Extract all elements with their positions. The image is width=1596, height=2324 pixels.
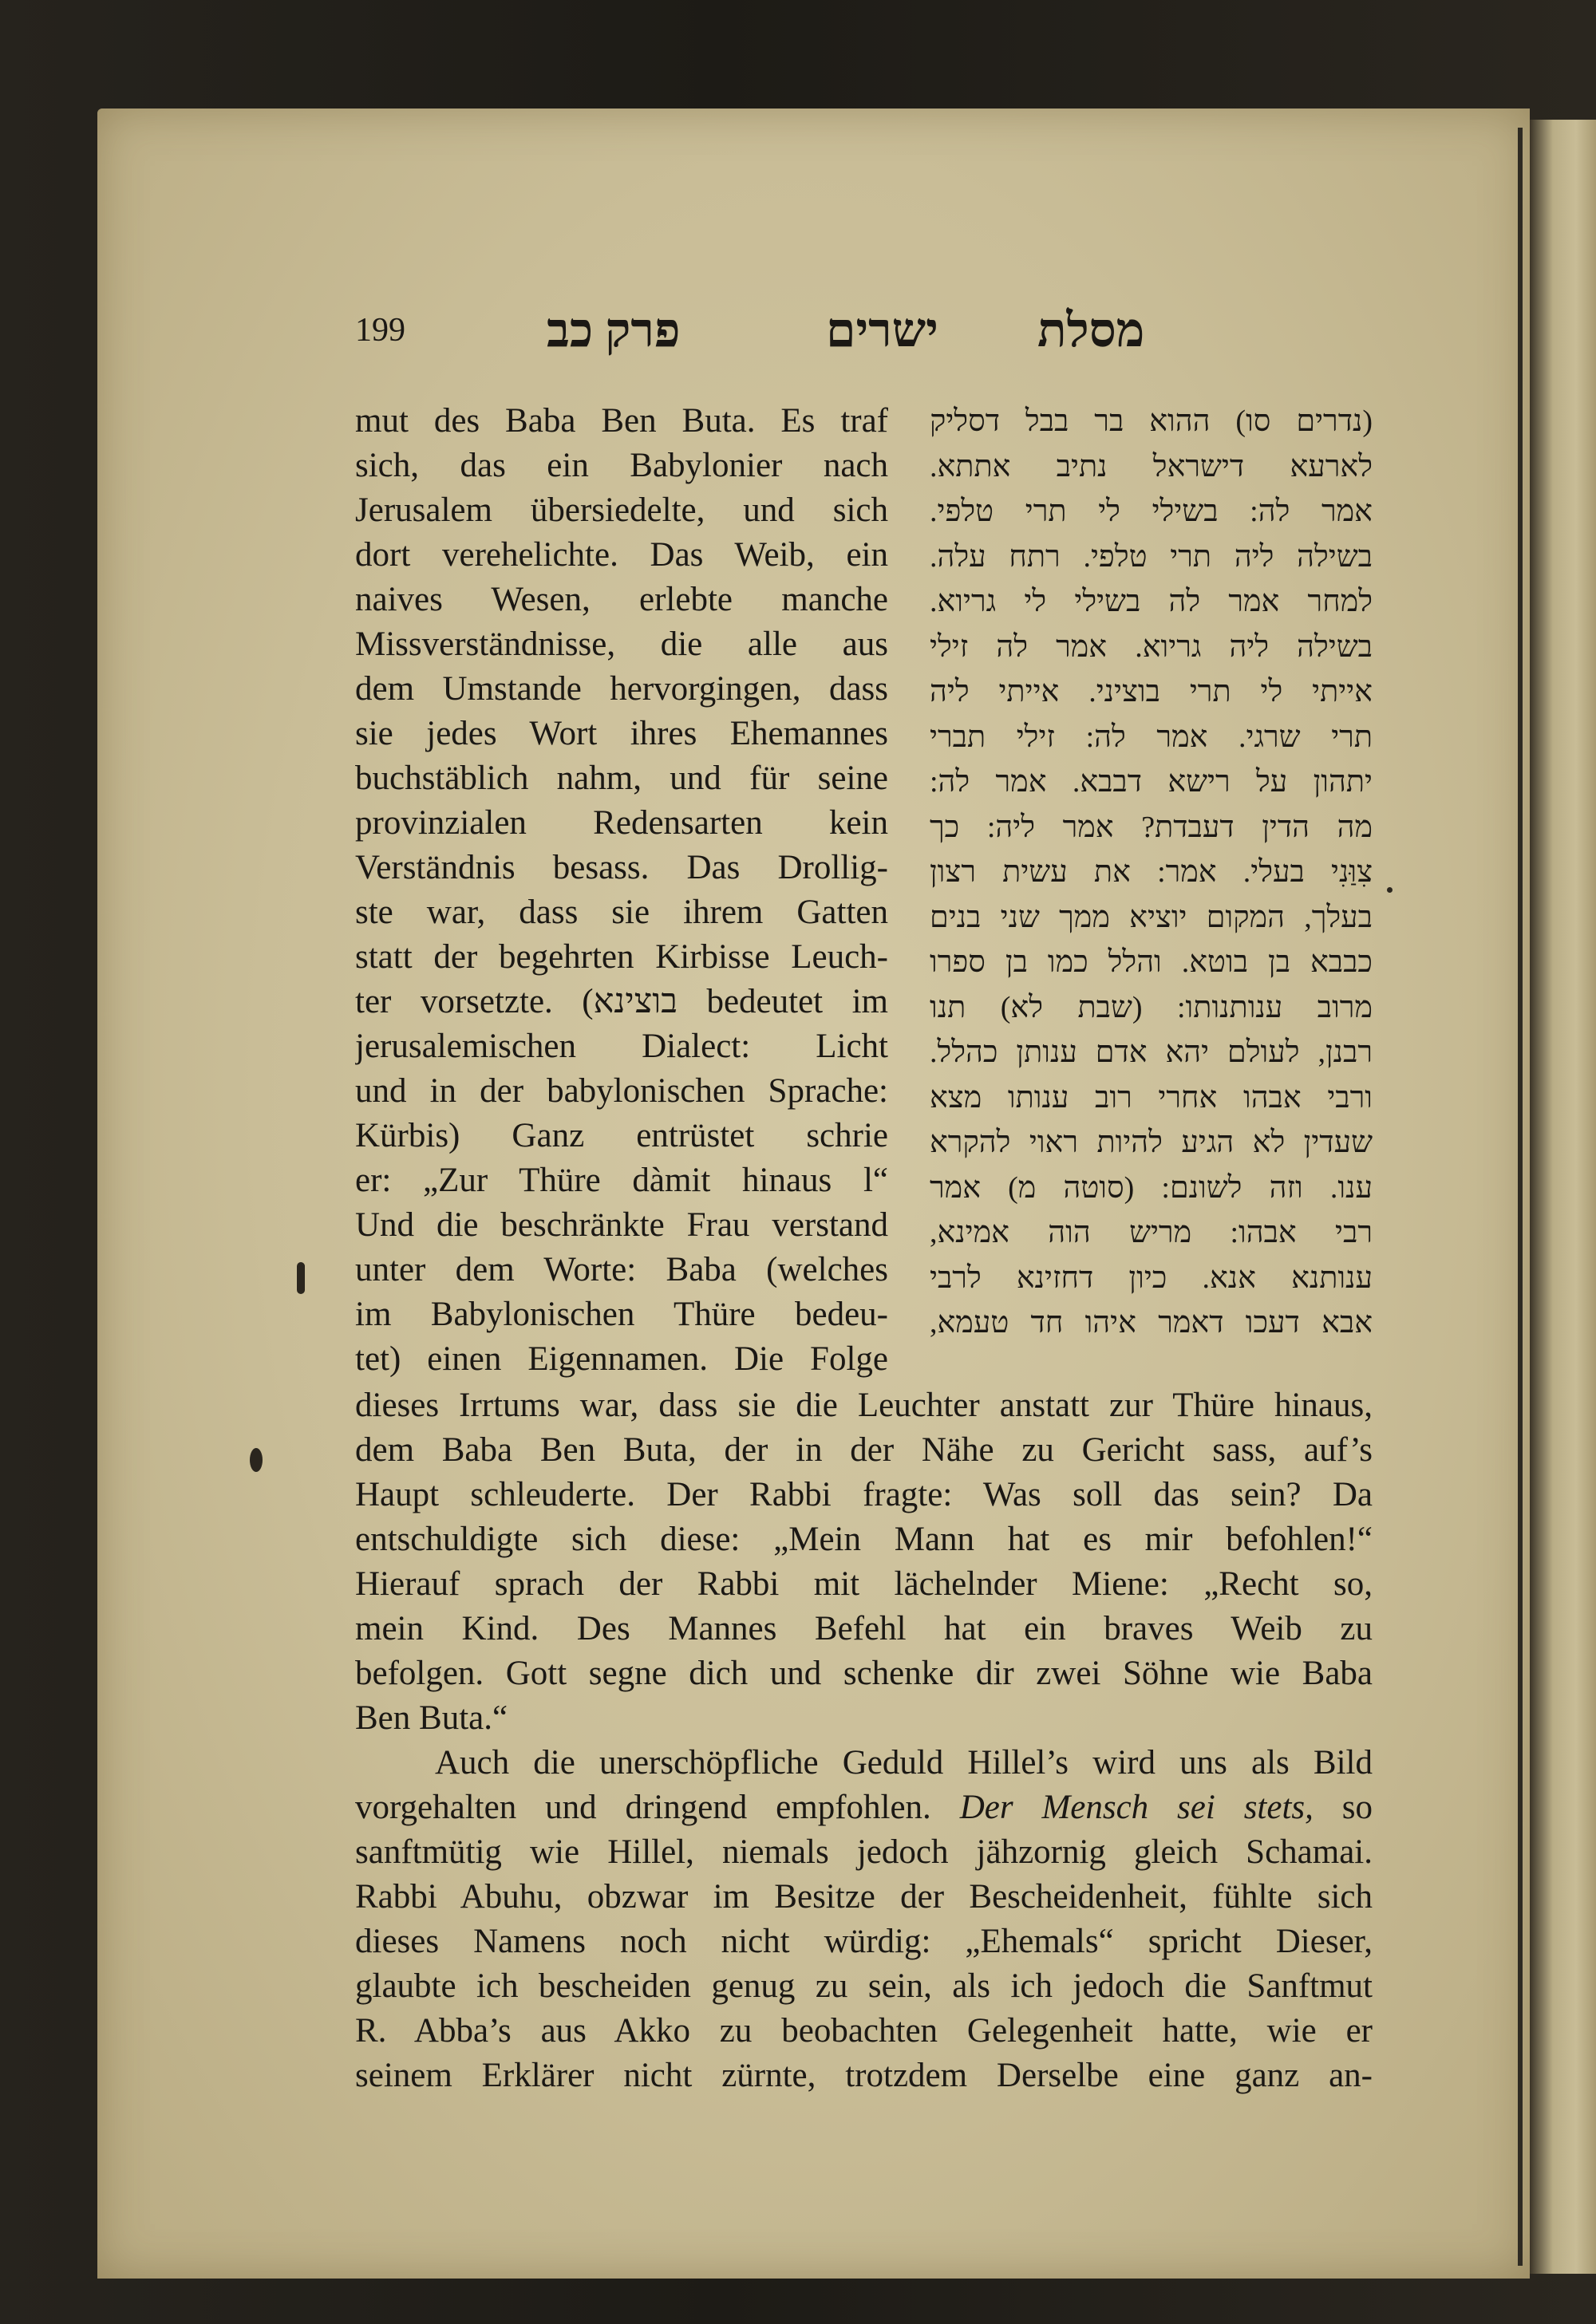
text-line: buchstäblich nahm, und für seine (355, 760, 888, 797)
page-gutter (1518, 128, 1523, 2266)
text-line: dieses Namens noch nicht würdig: „Ehemals“ spricht Dieser, (355, 1923, 1373, 1960)
text-line: ste war, dass sie ihrem Gatten (355, 894, 888, 931)
page-number: 199 (355, 312, 405, 349)
text-line: und in der babylonischen Sprache: (355, 1072, 888, 1110)
paragraph-first-line: Auch die unerschöpfliche Geduld Hillel’s wird uns als Bild (435, 1744, 1373, 1781)
text-line: dem Umstande hervorgingen, dass (355, 670, 888, 708)
text-line: im Babylonischen Thüre bedeu- (355, 1296, 888, 1333)
hebrew-line: יתהון על רישא דבבא. אמר לה: (930, 765, 1373, 799)
hebrew-line: צִוַּנִי בעלי. אמר: את עשית רצון (930, 855, 1373, 889)
hebrew-column (930, 399, 1373, 1346)
text-line: Rabbi Abuhu, obzwar im Besitze der Bescheidenheit, fühlte sich (355, 1878, 1373, 1916)
hebrew-line: בשילה ליה גריוא. אמר לה זילי (930, 629, 1373, 664)
ink-spot (250, 1448, 263, 1472)
text-line: sanftmütig wie Hillel, niemals jedoch jähzornig gleich Schamai. (355, 1833, 1373, 1871)
full-width-text (355, 1383, 1373, 2098)
ink-spot (1387, 887, 1393, 893)
hebrew-line: לארעא דישראל נתיב אתתא. (930, 449, 1373, 483)
text-line: glaubte ich bescheiden genug zu sein, als ich jedoch die Sanftmut (355, 1967, 1373, 2005)
head-word-yesharim: ישרים (826, 304, 938, 357)
text-line: ter vorsetzte. (בוצינא bedeutet im (355, 983, 888, 1020)
head-word-chapter: פרק כב (547, 304, 681, 357)
hebrew-line: ענו. וזה לשונם: (סוטה מ) אמר (930, 1170, 1373, 1205)
hebrew-line: אמר לה: בשילי לי תרי טלפי. (930, 495, 1373, 528)
ink-spot (297, 1262, 305, 1294)
text-line: naives Wesen, erlebte manche (355, 581, 888, 618)
italic-phrase: Der Mensch sei stets, (959, 1789, 1314, 1826)
hebrew-line: למחר אמר לה בשילי לי גריוא. (930, 585, 1373, 618)
text-line: dieses Irrtums war, dass sie die Leuchter anstatt zur Thüre hinaus, (355, 1387, 1373, 1424)
text-line: tet) einen Eigennamen. Die Folge (355, 1340, 888, 1378)
hebrew-line: (נדרים סו) ההוא בר בבל דסליק (930, 404, 1373, 438)
running-head (355, 303, 1201, 367)
text-line: dort verehelichte. Das Weib, ein (355, 536, 888, 574)
hebrew-line: ורבי אבהו אחרי רוב ענותו מצא (930, 1080, 1373, 1115)
text-run: vorgehalten und dringend empfohlen. (355, 1789, 931, 1826)
text-line: mein Kind. Des Mannes Befehl hat ein braves Weib zu (355, 1610, 1373, 1647)
text-line: Jerusalem übersiedelte, und sich (355, 491, 888, 529)
text-line: dem Baba Ben Buta, der in der Nähe zu Gericht sass, auf’s (355, 1431, 1373, 1469)
text-line: seinem Erklärer nicht zürnte, trotzdem Derselbe eine ganz an- (355, 2057, 1373, 2094)
text-line: Missverständnisse, die alle aus (355, 625, 888, 663)
text-line: R. Abba’s aus Akko zu beobachten Gelegenheit hatte, wie er (355, 2012, 1373, 2050)
text-line: Hierauf sprach der Rabbi mit lächelnder Miene: „Recht so, (355, 1565, 1373, 1603)
hebrew-line: אייתי לי תרי בוציני. אייתי ליה (930, 675, 1373, 708)
hebrew-line: כבבא בן בוטא. והלל כמו בן ספרו (930, 945, 1373, 979)
hebrew-line: מה הדין דעבדת? אמר ליה: כך (930, 810, 1373, 844)
text-line: sich, das ein Babylonier nach (355, 447, 888, 484)
hebrew-line: רבי אבהו: מריש הוה אמינא, (930, 1216, 1373, 1249)
text-line: entschuldigte sich diese: „Mein Mann hat es mir befohlen!“ (355, 1521, 1373, 1558)
hebrew-line: שעדין לא הגיע להיות ראוי להקרא (930, 1126, 1373, 1159)
text-line: jerusalemischen Dialect: Licht (355, 1028, 888, 1065)
adjacent-page-edge (1530, 120, 1596, 2274)
text-line: statt der begehrten Kirbisse Leuch- (355, 938, 888, 976)
text-line: Kürbis) Ganz entrüstet schrie (355, 1117, 888, 1154)
text-line: provinzialen Redensarten kein (355, 804, 888, 842)
hebrew-line: ענותנא אנא. כיון דחזינא לרבי (930, 1261, 1373, 1295)
head-word-mesillat: מסלת (1037, 304, 1145, 357)
hebrew-line: רבנן, לעולם יהא אדם ענותן כהלל. (930, 1036, 1373, 1069)
text-line: Verständnis besass. Das Drollig- (355, 849, 888, 886)
text-line: mut des Baba Ben Buta. Es traf (355, 402, 888, 440)
text-line: unter dem Worte: Baba (welches (355, 1251, 888, 1288)
text-run: so (1341, 1789, 1373, 1826)
text-line: befolgen. Gott segne dich und schenke dir zwei Söhne wie Baba (355, 1655, 1373, 1692)
hebrew-line: תרי שרגי. אמר לה: זילי תברי (930, 720, 1373, 754)
hebrew-line: אבא דעכו דאמר איהו חד טעמא, (930, 1306, 1373, 1340)
hebrew-line: בשילה ליה תרי טלפי. רתח עלה. (930, 539, 1373, 574)
text-line: Und die beschränkte Frau verstand (355, 1206, 888, 1244)
text-line: sie jedes Wort ihres Ehemannes (355, 715, 888, 752)
hebrew-line: בעלך, המקום יוציא ממך שני בנים (930, 900, 1373, 934)
text-line-mixed (355, 1785, 1373, 1830)
text-line: Ben Buta.“ (355, 1699, 508, 1737)
hebrew-line: מרוב ענותנותו: (שבת לא) תנו (930, 990, 1373, 1024)
text-line: Haupt schleuderte. Der Rabbi fragte: Was soll das sein? Da (355, 1476, 1373, 1513)
text-line: er: „Zur Thüre dàmit hinaus l“ (355, 1162, 888, 1199)
german-column (355, 399, 888, 1382)
